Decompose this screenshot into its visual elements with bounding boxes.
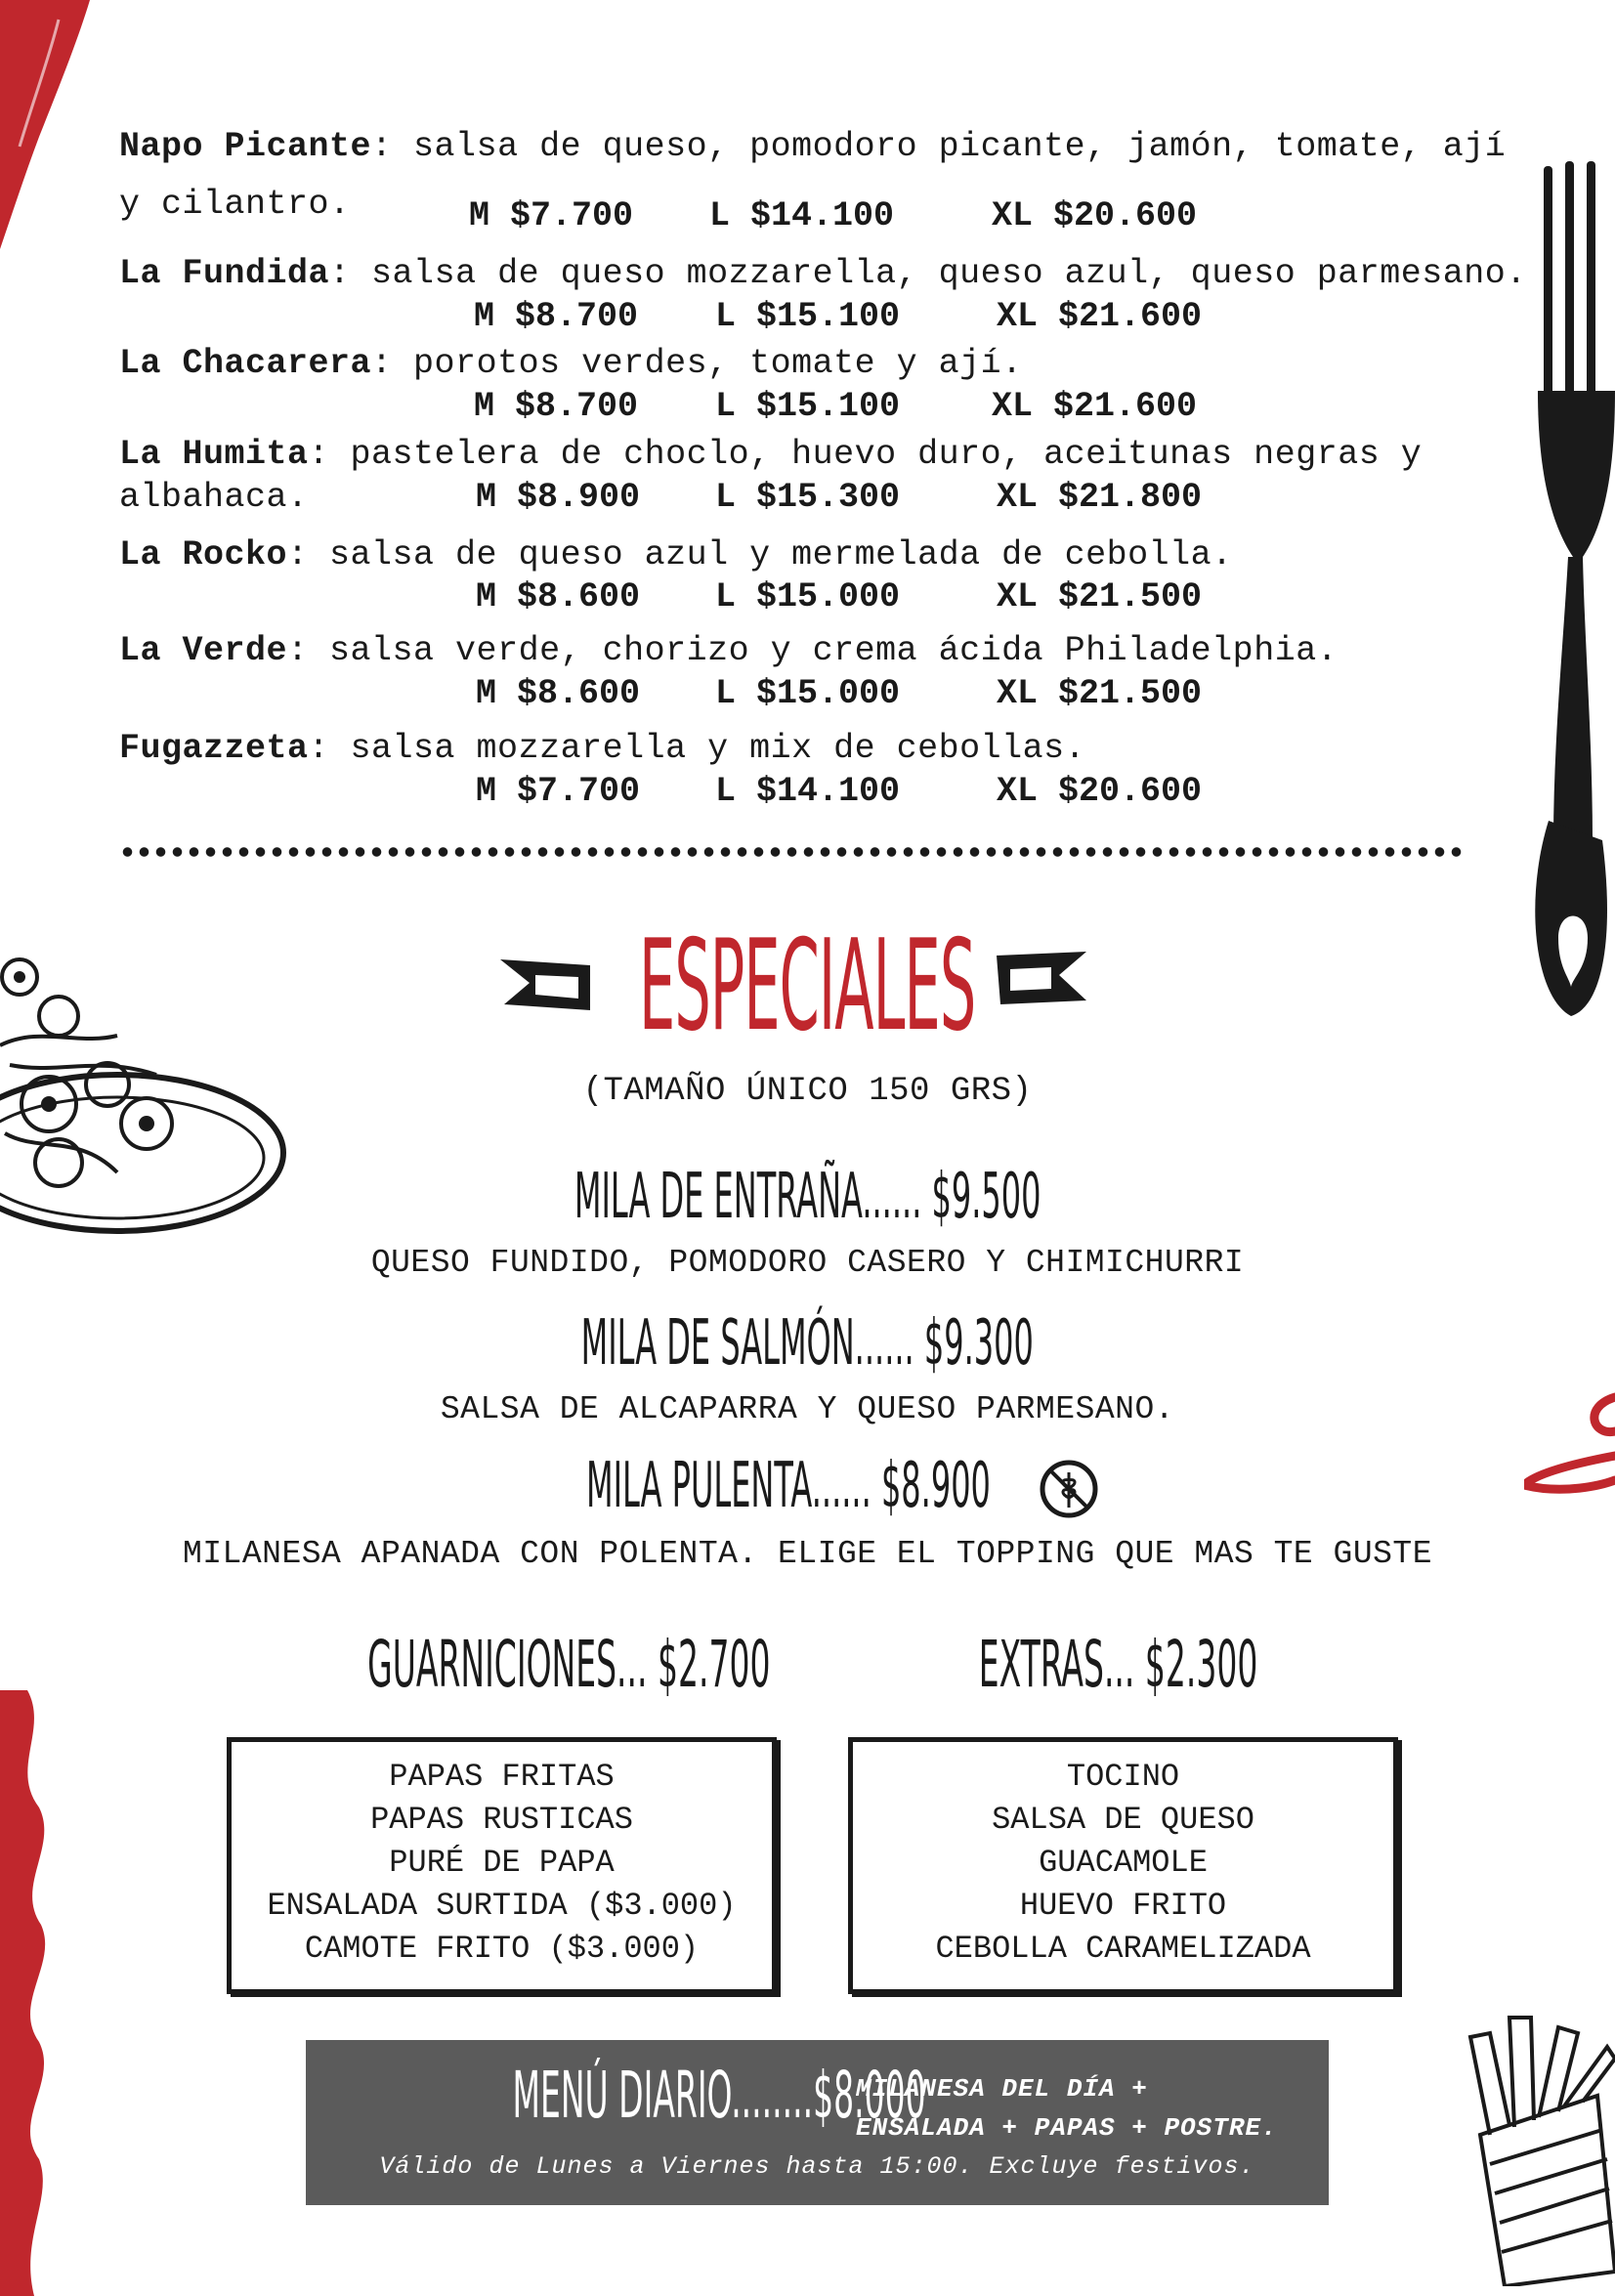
especial-item-name: MILA DE SALMÓN...... $9.300 xyxy=(580,1307,1035,1380)
especial-item-desc: QUESO FUNDIDO, POMODORO CASERO Y CHIMICHURRI xyxy=(370,1245,1245,1281)
menu-diario-title: MENÚ DIARIO........$8.000 xyxy=(512,2058,926,2133)
price-l: L $14.100 xyxy=(709,196,895,235)
especial-item-desc: SALSA DE ALCAPARRA Y QUESO PARMESANO. xyxy=(440,1391,1175,1427)
price-m: M $8.700 xyxy=(474,387,639,426)
pizza-napo-picante-line1: Napo Picante: salsa de queso, pomodoro picante, jamón, tomate, ají xyxy=(119,127,1507,166)
price-l: L $15.000 xyxy=(715,577,901,617)
menu-diario-desc-line1: MILANESA DEL DÍA + xyxy=(856,2074,1148,2104)
especial-item-desc: MILANESA APANADA CON POLENTA. ELIGE EL TOPPING QUE MAS TE GUSTE xyxy=(182,1536,1433,1572)
price-xl: XL $21.500 xyxy=(997,674,1203,713)
price-m: M $8.600 xyxy=(476,577,641,617)
price-xl: XL $21.600 xyxy=(992,387,1198,426)
price-l: L $15.100 xyxy=(715,387,901,426)
red-brush-stroke-icon xyxy=(0,0,98,254)
pizza-fugazzeta-line1: Fugazzeta: salsa mozzarella y mix de cebollas. xyxy=(119,729,1086,768)
price-xl: XL $21.600 xyxy=(997,297,1203,336)
menu-diario-note: Válido de Lunes a Viernes hasta 15:00. Excluye festivos. xyxy=(379,2152,1255,2181)
list-item: PURÉ DE PAPA xyxy=(389,1845,615,1881)
especiales-title: ESPECIALES xyxy=(639,914,976,1059)
fries-basket-icon xyxy=(1461,1998,1615,2286)
price-xl: XL $20.600 xyxy=(997,772,1203,811)
pizza-la-chacarera-line1: La Chacarera: porotos verdes, tomate y ají. xyxy=(119,344,1023,383)
dotted-divider xyxy=(119,845,1464,859)
fork-icon xyxy=(1524,156,1615,1036)
list-item: SALSA DE QUESO xyxy=(992,1802,1254,1838)
red-wavy-ribbon-icon xyxy=(0,1690,59,2296)
especiales-subtitle: (TAMAÑO ÚNICO 150 GRS) xyxy=(582,1073,1033,1110)
price-m: M $7.700 xyxy=(469,196,634,235)
guarniciones-title: GUARNICIONES... $2.700 xyxy=(367,1627,771,1702)
list-item: GUACAMOLE xyxy=(1039,1845,1208,1881)
guarniciones-box xyxy=(227,1737,777,1994)
price-m: M $8.900 xyxy=(476,478,641,517)
price-xl: XL $20.600 xyxy=(992,196,1198,235)
price-m: M $8.600 xyxy=(476,674,641,713)
list-item: CEBOLLA CARAMELIZADA xyxy=(935,1931,1311,1967)
list-item: ENSALADA SURTIDA ($3.000) xyxy=(267,1888,737,1924)
price-l: L $14.100 xyxy=(715,772,901,811)
price-xl: XL $21.500 xyxy=(997,577,1203,617)
price-l: L $15.000 xyxy=(715,674,901,713)
price-m: M $8.700 xyxy=(474,297,639,336)
price-xl: XL $21.800 xyxy=(997,478,1203,517)
price-l: L $15.300 xyxy=(715,478,901,517)
especial-item-name: MILA PULENTA...... $8.900 xyxy=(585,1450,991,1522)
gluten-free-icon xyxy=(1039,1459,1099,1519)
menu-diario-desc-line2: ENSALADA + PAPAS + POSTRE. xyxy=(856,2113,1278,2143)
especial-item-name: MILA DE ENTRAÑA...... $9.500 xyxy=(574,1161,1041,1233)
pizza-la-humita-line2: albahaca. xyxy=(119,478,309,517)
menu-diario-banner xyxy=(306,2040,1329,2205)
menu-diario-description xyxy=(856,2069,1278,2147)
pizza-la-rocko-line1: La Rocko: salsa de queso azul y mermelada de cebolla. xyxy=(119,535,1233,574)
list-item: CAMOTE FRITO ($3.000) xyxy=(304,1931,700,1967)
list-item: PAPAS RUSTICAS xyxy=(370,1802,633,1838)
extras-title: EXTRAS... $2.300 xyxy=(979,1627,1258,1702)
list-item: TOCINO xyxy=(1066,1759,1180,1795)
list-item: HUEVO FRITO xyxy=(1019,1888,1227,1924)
list-item: PAPAS FRITAS xyxy=(389,1759,615,1795)
pizza-la-humita-line1: La Humita: pastelera de choclo, huevo duro, aceitunas negras y xyxy=(119,435,1423,474)
pizza-la-verde-line1: La Verde: salsa verde, chorizo y crema ácida Philadelphia. xyxy=(119,631,1339,670)
pizza-la-fundida-line1: La Fundida: salsa de queso mozzarella, queso azul, queso parmesano. xyxy=(119,254,1527,293)
pizza-napo-picante-line2: y cilantro. xyxy=(119,185,351,224)
price-m: M $7.700 xyxy=(476,772,641,811)
price-l: L $15.100 xyxy=(715,297,901,336)
extras-box xyxy=(848,1737,1398,1994)
